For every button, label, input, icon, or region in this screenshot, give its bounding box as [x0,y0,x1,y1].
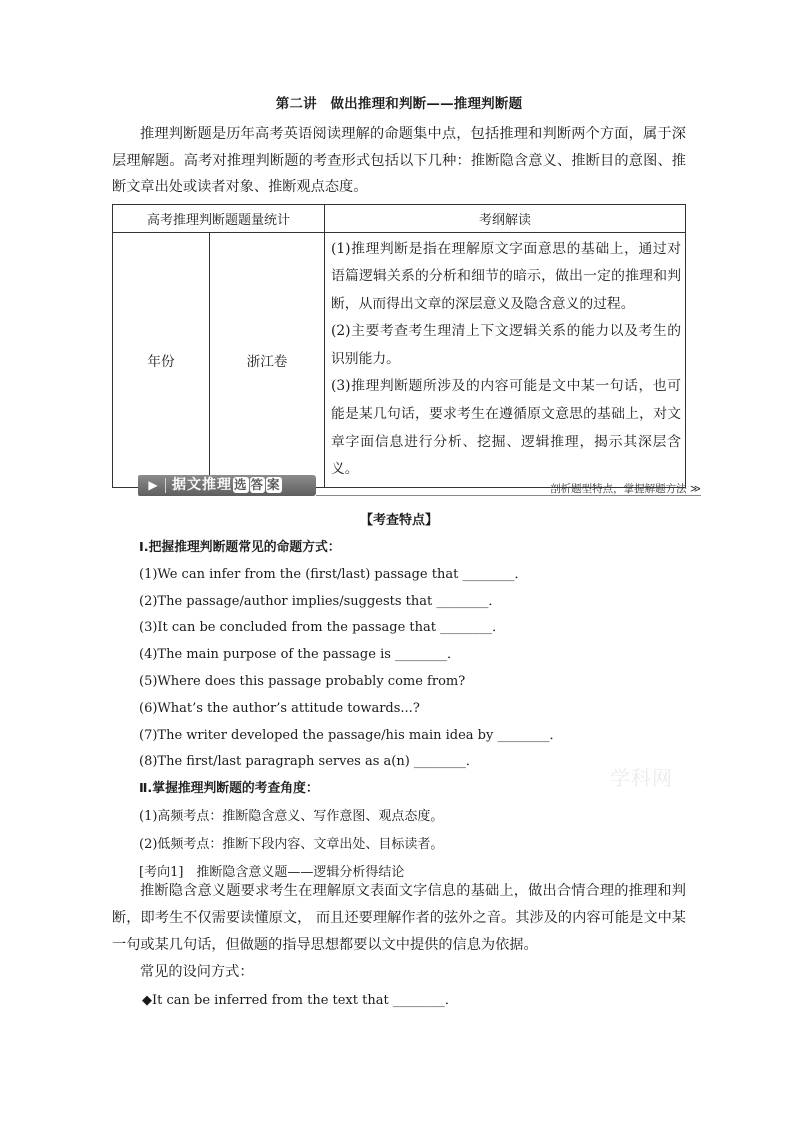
lower-section [112,878,686,1014]
document-page [112,92,686,488]
list-item: (2)低频考点：推断下段内容、文章出处、目标读者。 [139,837,444,853]
table-cell-explanation [325,232,686,487]
features-list [139,535,699,887]
banner-tagline: 剖析题型特点，掌握解题方法 ≫ [550,483,701,495]
exam-stats-table [112,204,686,488]
list-item: (4)The main purpose of the passage is ________． [139,647,461,663]
list-item: (1)We can infer from the (first/last) passage that ________． [139,566,528,582]
banner-label [172,475,282,496]
kaoxiang-heading: [考向1] 推断隐含意义题——逻辑分析得结论 [139,864,405,880]
implied-meaning-paragraph: 推断隐含意义题要求考生在理解原文表面文字信息的基础上，做出合情合理的推理和判断，即考生不仅需要读懂原文， 而且还要理解作者的弦外之音。其涉及的内容可能是文中某一句或某几句话，但做题的指导思想都要以文中提供的信息为依据。 [112,883,686,953]
watermark: 学科网 [610,766,673,790]
table-cell-year: 年份 [113,232,210,487]
page-title: 第二讲 做出推理和判断——推理判断题 [275,96,523,112]
table-header-outline: 考纲解读 [325,204,686,232]
features-heading: 【考查特点】 [359,513,438,528]
section-banner [138,475,701,497]
list-item: (5)Where does this passage probably come from? [139,673,466,689]
banner-chip-3: 案 [267,477,281,492]
question-form-bullet: ◆It can be inferred from the text that ________． [142,993,458,1008]
list-item: (2)The passage/author implies/suggests that ________． [139,593,502,609]
banner-divider [165,478,166,493]
banner-chip-2: 答 [250,477,265,492]
explain-point-2: (2)主要考查考生理清上下文逻辑关系的能力以及考生的识别能力。 [331,323,681,367]
explain-point-1: (1)推理判断是指在理解原文字面意思的基础上，通过对语篇逻辑关系的分析和细节的暗示，做出一定的推理和判断，从而得出文章的深层意义及隐含意义的过程。 [331,240,681,312]
part1-title: Ⅰ.把握推理判断题常见的命题方式： [139,540,341,555]
list-item: (6)What’s the author’s attitude towards...? [139,700,420,716]
part2-title: Ⅱ.掌握推理判断题的考查角度： [139,781,319,797]
banner-chip-1: 选 [234,477,248,492]
explain-point-3: (3)推理判断题所涉及的内容可能是文中某一句话，也可能是某几句话，要求考生在遵循原文意思的基础上，对文章字面信息进行分析、挖掘、逻辑推理，揭示其深层含义。 [331,378,681,478]
intro-paragraph: 推理判断题是历年高考英语阅读理解的命题集中点，包括推理和判断两个方面，属于深层理解题。高考对推理判断题的考查形式包括以下几种：推断隐含意义、推断目的意图、推断文章出处或读者对象、推断观点态度。 [112,126,686,195]
table-cell-province: 浙江卷 [210,232,325,487]
common-question-label: 常见的设问方式： [140,964,254,980]
list-item: (1)高频考点：推断隐含意义、写作意图、观点态度。 [139,808,444,824]
list-item: (3)It can be concluded from the passage that ________． [139,620,506,636]
play-arrow-icon: ▶ [148,478,158,492]
list-item: (8)The first/last paragraph serves as a(n) ________． [139,754,479,770]
table-header-stats: 高考推理判断题题量统计 [113,204,325,232]
banner-tab [138,475,316,496]
list-item: (7)The writer developed the passage/his main idea by ________． [139,727,563,743]
banner-label-text: 据文推理 [172,477,232,493]
